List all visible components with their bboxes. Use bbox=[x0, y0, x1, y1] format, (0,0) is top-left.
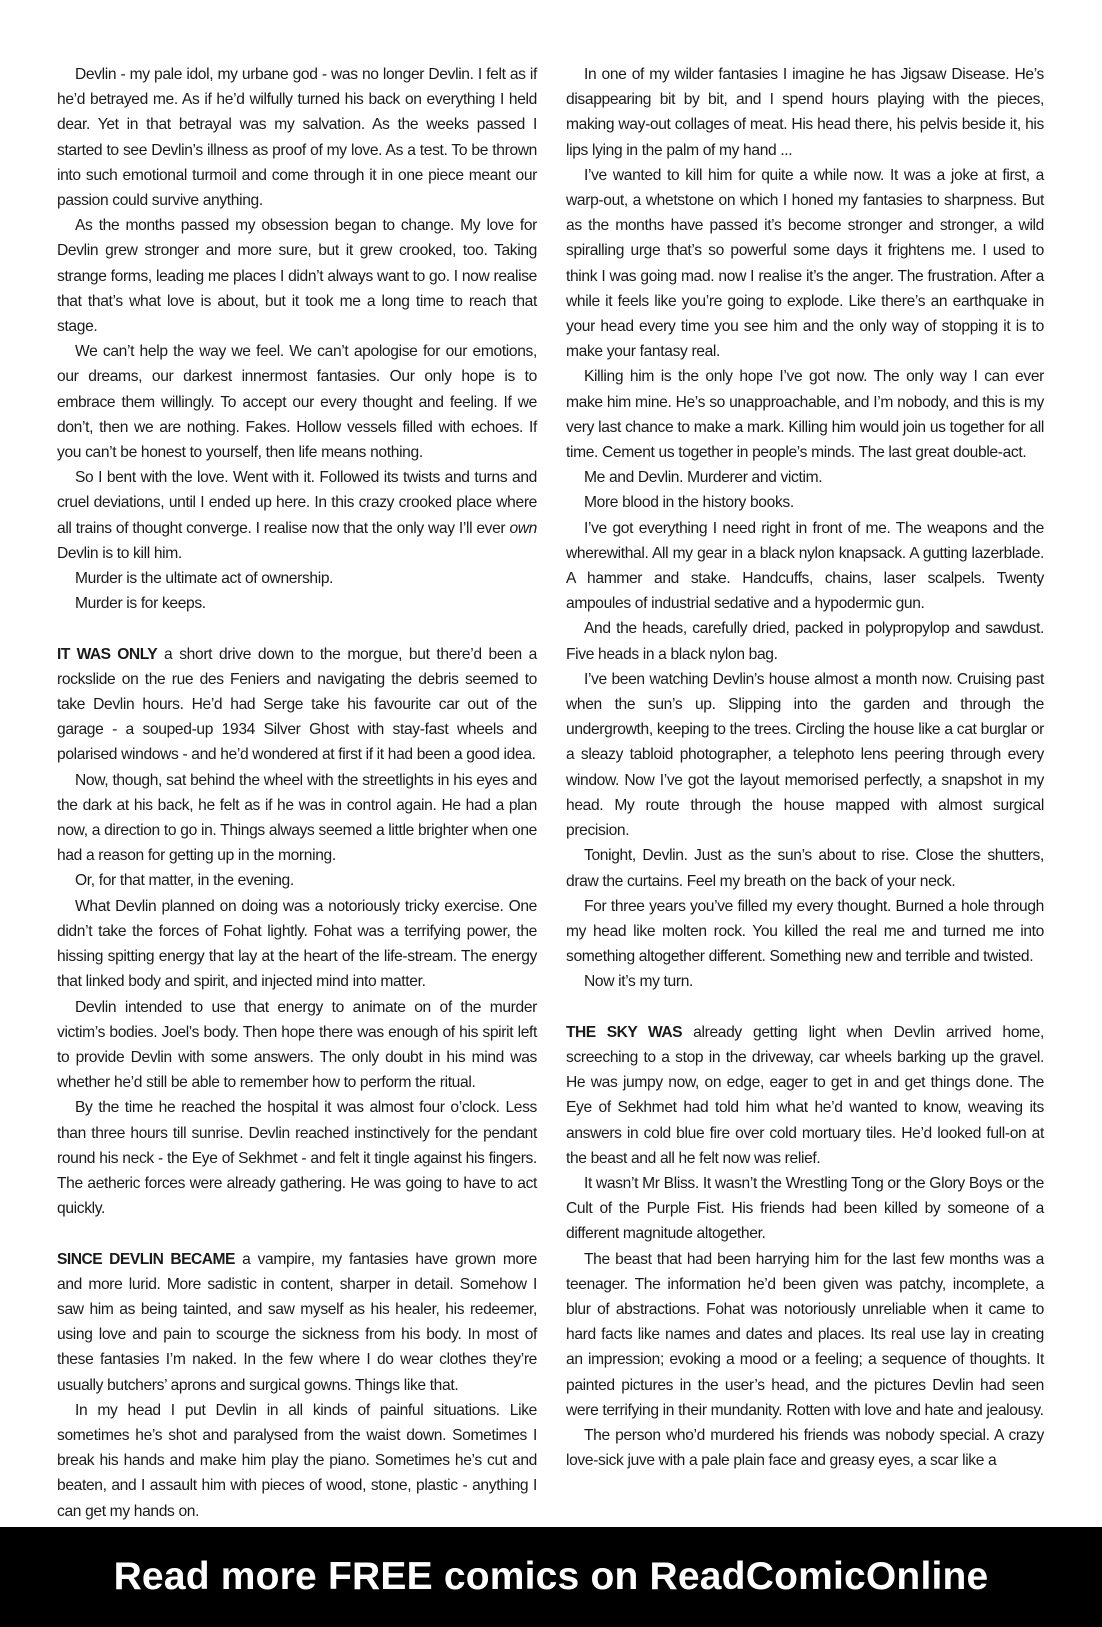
paragraph: It wasn’t Mr Bliss. It wasn’t the Wrestling Tong or the Glory Boys or the Cult of the Purple Fist. His friends had been killed by someone of a different magnitude altogether. bbox=[566, 1174, 1044, 1243]
paragraph: Me and Devlin. Murderer and victim. bbox=[584, 469, 823, 487]
paragraph: I’ve wanted to kill him for quite a while now. It was a joke at first, a warp-out, a whetstone on which I honed my fantasies to sharpness. But as the months have passed it’s become stronger and stronger, a wild spiralling urge that’s so powerful some days it frightens me. I used to think I was going mad. now I realise it’s the anger. The frustration. After a while it feels like you’re going to explode. Like there’s an earthquake in your head every time you see him and the only way of stopping it is to make your fantasy real. bbox=[566, 166, 1044, 361]
section-opening-paragraph bbox=[57, 1247, 537, 1398]
paragraph: Killing him is the only hope I’ve got now. The only way I can ever make him mine. He’s so unapproachable, and I’m nobody, and this is my very last chance to make a mark. Killing him would join us together for all time. Cement us together in people’s minds. The last great double-act. bbox=[566, 368, 1044, 462]
text-run: So I bent with the love. Went with it. Followed its twists and turns and cruel deviations, until I ended up here. In this crazy crooked place where all trains of thought converge. I realise now that the only way I’ll ever bbox=[57, 469, 537, 537]
paragraph: Tonight, Devlin. Just as the sun’s about to rise. Close the shutters, draw the curtains. Feel my breath on the back of your neck. bbox=[566, 847, 1044, 890]
paragraph: Murder is the ultimate act of ownership. bbox=[75, 570, 334, 588]
paragraph bbox=[57, 465, 537, 566]
paragraph: Now it’s my turn. bbox=[584, 973, 694, 991]
section-opening-paragraph bbox=[57, 642, 537, 768]
section-lead-in: IT WAS ONLY bbox=[57, 645, 158, 663]
promo-banner[interactable] bbox=[0, 1527, 1102, 1627]
text-run: a vampire, my fantasies have grown more and more lurid. More sadistic in content, sharper in detail. Somehow I saw him as being tainted, and saw myself as his healer, his redeemer, using love and pain to scourge the sickness from his body. In most of these fantasies I’m naked. In the few where I do wear clothes they’re usually butchers’ aprons and surgical gowns. Things like that. bbox=[57, 1250, 537, 1394]
section-lead-in: THE SKY WAS bbox=[566, 1023, 683, 1041]
section-break bbox=[57, 616, 537, 641]
section-break bbox=[566, 995, 1044, 1020]
paragraph: I’ve been watching Devlin’s house almost a month now. Cruising past when the sun’s up. Slipping into the garden and through the undergrowth, keeping to the trees. Circling the house like a cat burglar or a sleazy tabloid photographer, a telephoto lens peering through every window. Now I’ve got the layout memorised perfectly, a snapshot in my head. My route through the house mapped with almost surgical precision. bbox=[566, 670, 1044, 840]
section-break bbox=[57, 1221, 537, 1246]
paragraph: We can’t help the way we feel. We can’t apologise for our emotions, our dreams, our darkest innermost fantasies. Our only hope is to embrace them willingly. To accept our every thought and feeling. If we don’t, then we are nothing. Fakes. Hollow vessels filled with echoes. If you can’t be honest to yourself, then life means nothing. bbox=[57, 343, 537, 462]
paragraph: What Devlin planned on doing was a notoriously tricky exercise. One didn’t take the forces of Fohat lightly. Fohat was a terrifying power, the hissing spitting energy that lay at the heart of the life-stream. The energy that linked body and spirit, and injected mind into matter. bbox=[57, 897, 537, 991]
paragraph: The person who’d murdered his friends was nobody special. A crazy love-sick juve with a pale plain face and greasy eyes, a scar like a bbox=[566, 1426, 1044, 1470]
paragraph: I’ve got everything I need right in front of me. The weapons and the wherewithal. All my gear in a black nylon knapsack. A gutting lazerblade. A hammer and stake. Handcuffs, chains, laser scalpels. Twenty ampoules of industrial sedative and a hypodermic gun. bbox=[566, 519, 1044, 613]
emphasis: own bbox=[509, 519, 537, 537]
paragraph: In my head I put Devlin in all kinds of painful situations. Like sometimes he’s shot and paralysed from the waist down. Sometimes I break his hands and make him play the piano. Sometimes he’s cut and beaten, and I assault him with pieces of wood, stone, plastic - anything I can get my hands on. bbox=[57, 1401, 537, 1520]
paragraph: Now, though, sat behind the wheel with the streetlights in his eyes and the dark at his back, he felt as if he was in control again. He had a plan now, a direction to go in. Things always seemed a little brighter when one had a reason for getting up in the morning. bbox=[57, 771, 537, 865]
paragraph: As the months passed my obsession began to change. My love for Devlin grew stronger and more sure, but it grew crooked, too. Taking strange forms, leading me places I didn’t always want to go. I now realise that that’s what love is about, but it took me a long time to reach that stage. bbox=[57, 217, 537, 336]
right-column bbox=[566, 62, 1044, 1473]
paragraph: And the heads, carefully dried, packed in polypropylop and sawdust. Five heads in a black nylon bag. bbox=[566, 620, 1044, 663]
paragraph: By the time he reached the hospital it was almost four o’clock. Less than three hours till sunrise. Devlin reached instinctively for the pendant round his neck - the Eye of Sekhmet - and felt it tingle against his fingers. The aetheric forces were already gathering. He was going to have to act quickly. bbox=[57, 1099, 537, 1218]
text-run: already getting light when Devlin arrived home, screeching to a stop in the driveway, car wheels barking up the gravel. He was jumpy now, on edge, eager to get in and get things done. The Eye of Sekhmet had told him what he’d wanted to know, weaving its answers in cold blue fire over cold mortuary tiles. He’d looked full-on at the beast and all he felt now was relief. bbox=[566, 1023, 1044, 1167]
text-run: a short drive down to the morgue, but there’d been a rockslide on the rue des Feniers and navigating the debris seemed to take Devlin hours. He’d had Serge take his favourite car out of the garage - a souped-up 1934 Silver Ghost with stay-fast wheels and polarised windows - and he’d wondered at first if it had been a good idea. bbox=[57, 645, 537, 764]
paragraph: More blood in the history books. bbox=[584, 494, 794, 512]
paragraph: In one of my wilder fantasies I imagine he has Jigsaw Disease. He’s disappearing bit by bit, and I spend hours playing with the pieces, making way-out collages of meat. His head there, his pelvis beside it, his lips lying in the palm of my hand ... bbox=[566, 66, 1044, 159]
paragraph: For three years you’ve filled my every thought. Burned a hole through my head like molten rock. You killed the real me and turned me into something altogether different. Something new and terrible and twisted. bbox=[566, 897, 1044, 966]
paragraph: The beast that had been harrying him for the last few months was a teenager. The information he’d been given was patchy, incomplete, a blur of abstractions. Fohat was notoriously unreliable when it came to hard facts like names and dates and places. Its real use lay in creating an impression; evoking a mood or a feeling; a sequence of thoughts. It painted pictures in the user’s head, and the pictures Devlin had seen were terrifying in their mundanity. Rotten with love and hate and jealousy. bbox=[566, 1250, 1044, 1419]
promo-banner-text[interactable]: Read more FREE comics on ReadComicOnline bbox=[113, 1555, 989, 1598]
paragraph: Murder is for keeps. bbox=[75, 595, 206, 613]
section-opening-paragraph bbox=[566, 1020, 1044, 1171]
left-column bbox=[57, 62, 537, 1524]
section-lead-in: SINCE DEVLIN BECAME bbox=[57, 1250, 235, 1268]
text-run: Devlin is to kill him. bbox=[57, 544, 182, 562]
paragraph: Devlin intended to use that energy to animate on of the murder victim’s bodies. Joel’s body. Then hope there was enough of his spirit left to provide Devlin with some answers. The only doubt in his mind was whether he’d still be able to remember how to perform the ritual. bbox=[57, 998, 537, 1092]
paragraph: Devlin - my pale idol, my urbane god - was no longer Devlin. I felt as if he’d betrayed me. As if he’d wilfully turned his back on everything I held dear. Yet in that betrayal was my salvation. As the weeks passed I started to see Devlin’s illness as proof of my love. As a test. To be thrown into such emotional turmoil and come through it in one piece meant our passion could survive anything. bbox=[57, 66, 537, 210]
paragraph: Or, for that matter, in the evening. bbox=[75, 872, 294, 890]
